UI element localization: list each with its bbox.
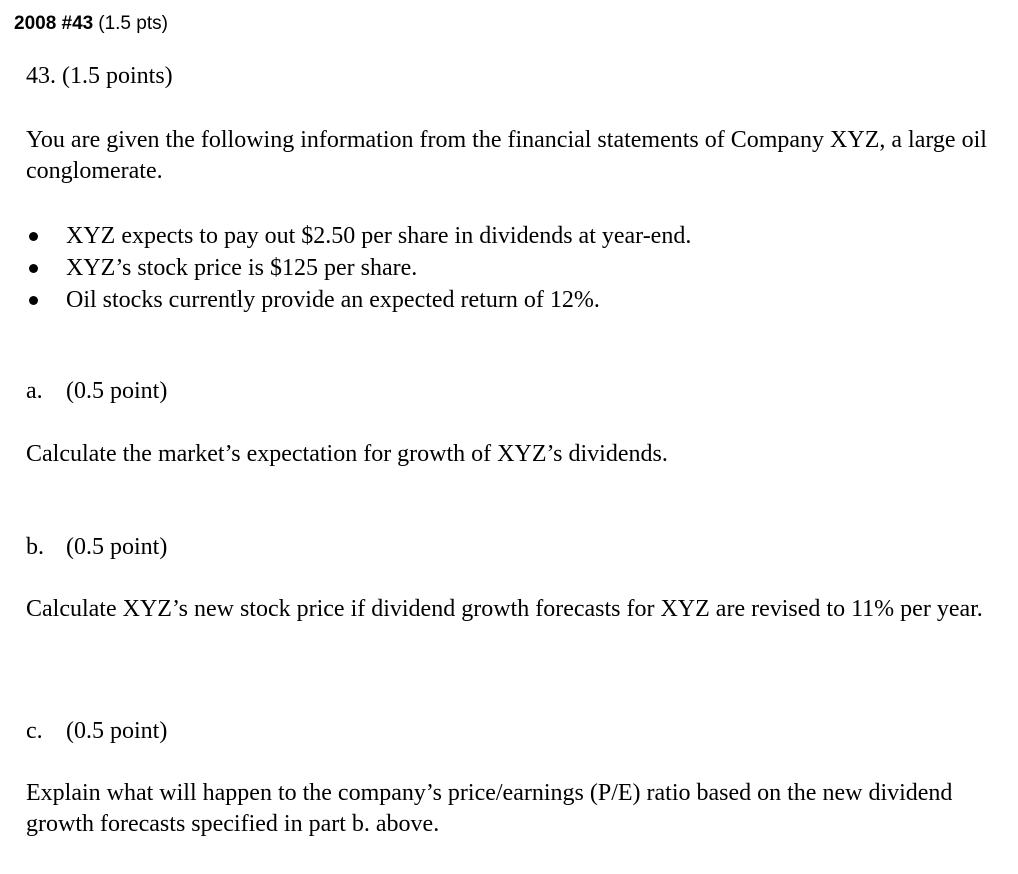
question-number: 43. (1.5 points) <box>26 63 173 89</box>
part-c-prompt: Explain what will happen to the company’s price/earnings (P/E) ratio based on the new dividend growth forecasts specified in part b. above. <box>26 780 953 837</box>
question-title: 2008 #43 <box>14 13 94 34</box>
part-c-points: (0.5 point) <box>66 718 168 744</box>
info-bullet-text: Oil stocks currently provide an expected return of 12%. <box>66 287 600 313</box>
part-b-prompt: Calculate XYZ’s new stock price if dividend growth forecasts for XYZ are revised to 11% per year. <box>26 596 983 622</box>
part-b-letter: b. <box>26 534 44 560</box>
part-b-points: (0.5 point) <box>66 534 168 560</box>
bullet-icon <box>29 264 38 273</box>
info-bullet-item <box>26 252 1006 284</box>
question-intro: You are given the following information from the financial statements of Company XYZ, a large oil conglomerate. <box>26 127 987 184</box>
part-a-heading <box>26 376 1006 407</box>
info-bullet-item <box>26 220 1006 252</box>
info-bullet-list <box>26 220 1006 316</box>
info-bullet-text: XYZ’s stock price is $125 per share. <box>66 255 418 281</box>
part-a-points: (0.5 point) <box>66 378 168 404</box>
part-c-letter: c. <box>26 718 43 744</box>
part-a-letter: a. <box>26 378 43 404</box>
bullet-icon <box>29 232 38 241</box>
info-bullet-item <box>26 284 1006 316</box>
question-header <box>14 12 168 36</box>
bullet-icon <box>29 296 38 305</box>
part-a-prompt: Calculate the market’s expectation for growth of XYZ’s dividends. <box>26 441 668 467</box>
info-bullet-text: XYZ expects to pay out $2.50 per share in dividends at year-end. <box>66 223 692 249</box>
question-points: (1.5 pts) <box>98 13 168 34</box>
part-b-heading <box>26 532 1006 563</box>
part-c-heading <box>26 716 1006 747</box>
